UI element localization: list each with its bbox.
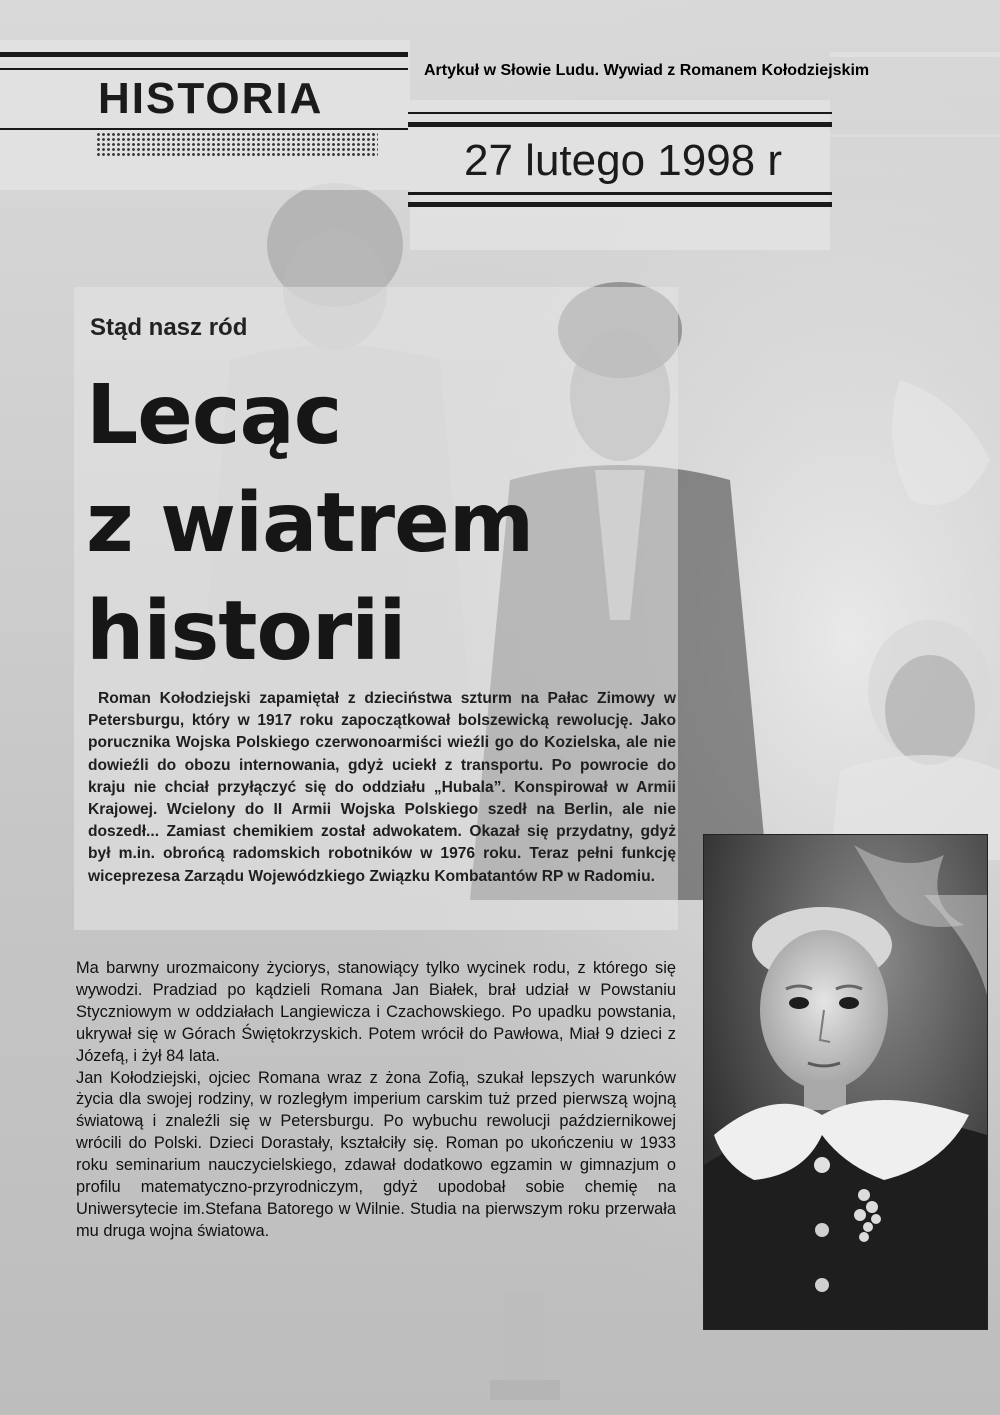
header-rule: [0, 128, 408, 130]
article-kicker: Stąd nasz ród: [90, 314, 248, 341]
boy-portrait-drawing: [704, 835, 987, 1329]
body-paragraph: Jan Kołodziejski, ojciec Romana wraz z żona Zofią, szukał lepszych warunków życia dla swojej rodziny, w rozległym imperium carskim tuż przed pierwszą wojną światową i znaleźli się w Petersburgu. Po wybuchu rewolucji październikowej wrócili do Polski. Dzieci Dorastały, kształciły się. Roman po ukończeniu w 1933 roku seminarium nauczycielskiego, zdawał dodatkowo egzamin w gimnazjum o profilu matematyczno-przyrodniczym, gdyż upodobał sobie chemię na Uniwersytecie im.Stefana Batorego w Wilnie. Studia na pierwszym roku przerwała mu druga wojna światowa.: [76, 1068, 676, 1240]
header-rule: [408, 192, 832, 195]
headline-line: historii: [86, 584, 406, 679]
headline-line: z wiatrem: [86, 476, 534, 571]
body-paragraph: Ma barwny urozmaicony życiorys, stanowiący tylko wycinek rodu, z którego się wywodzi. Pradziad po kądzieli Romana Jan Białek, brał udział w Powstaniu Styczniowym w oddziałach Langiewicza i Czachowskiego. Po upadku powstania, ukrywał się w Górach Świętokrzyskich. Potem wrócił do Pawłowa, Miał 9 dzieci z Józefą, i żył 84 lata.: [76, 959, 676, 1065]
publication-date: 27 lutego 1998 r: [464, 136, 783, 185]
headline-line: Lecąc: [86, 368, 342, 463]
article-caption: Artykuł w Słowie Ludu. Wywiad z Romanem Kołodziejskim: [424, 62, 870, 79]
header-rule: [0, 52, 408, 57]
header-rule: [0, 68, 408, 70]
article-body: [76, 958, 676, 1243]
newspaper-header: [0, 0, 830, 250]
boy-portrait-photo: [703, 834, 988, 1330]
section-title: HISTORIA: [98, 74, 324, 123]
article-lead: Roman Kołodziejski zapamiętał z dzieciństwa szturm na Pałac Zimowy w Petersburgu, który w 1917 roku zapoczątkował bolszewicką rewolucję. Jako porucznika Wojska Polskiego czerwonoarmiści wieźli go do Kozielska, ale nie dowieźli do obozu internowania, gdyż uciekł z transportu. Po powrocie do kraju nie chciał przyłączyć się do oddziału „Hubala”. Konspirował w Armii Krajowej. Wcielony do II Armii Wojska Polskiego szedł na Berlin, ale nie doszedł... Zamiast chemikiem został adwokatem. Okazał się przydatny, gdyż był m.in. obrońcą radomskich robotników w 1976 roku. Teraz pełni funkcję wiceprezesa Zarządu Wojewódzkiego Związku Kombatantów RP w Radomiu.: [88, 690, 676, 885]
header-rule: [408, 112, 832, 114]
header-rule: [830, 52, 1000, 57]
dotted-bar: [96, 132, 378, 158]
header-rule: [408, 202, 832, 207]
article-headline: [86, 362, 533, 686]
header-rule: [408, 122, 832, 127]
header-rule: [830, 134, 1000, 137]
